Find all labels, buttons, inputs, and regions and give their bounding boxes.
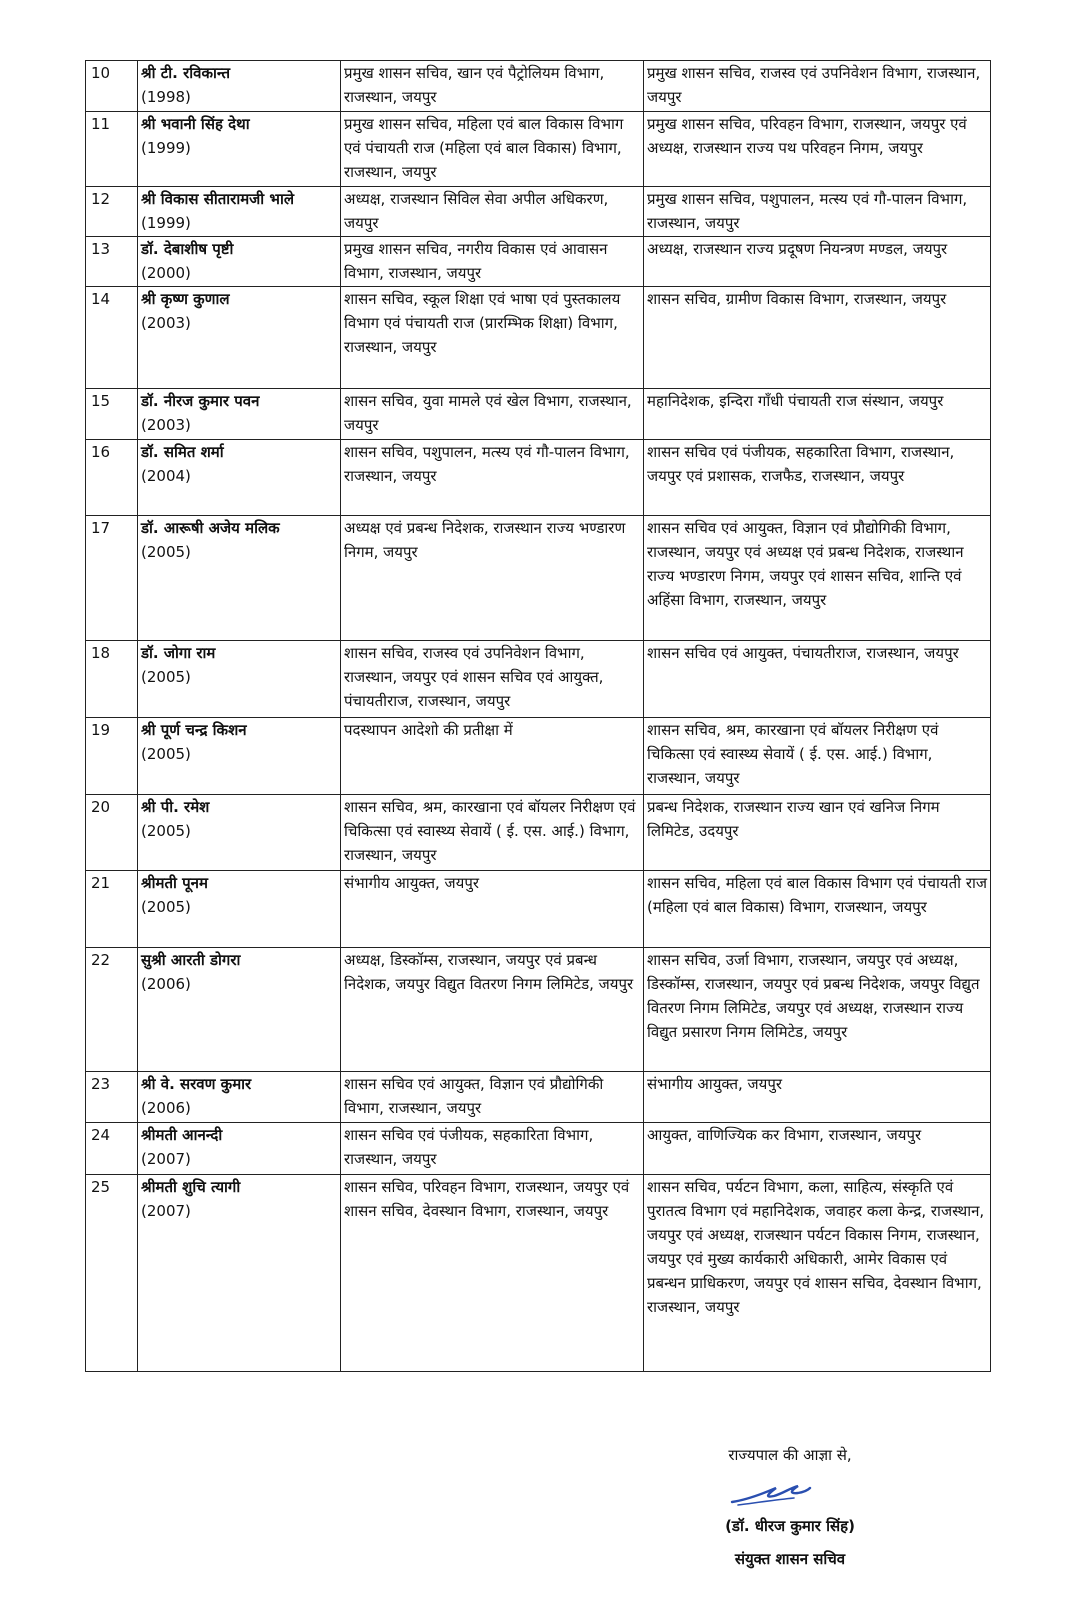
new-posting-cell: शासन सचिव, ग्रामीण विकास विभाग, राजस्थान, जयपुर xyxy=(644,287,991,389)
serial-number-cell: 15 xyxy=(86,389,138,440)
serial-number-cell: 22 xyxy=(86,948,138,1072)
serial-number-cell: 25 xyxy=(86,1175,138,1372)
officer-cell xyxy=(138,718,341,795)
table-row xyxy=(86,641,991,718)
new-posting-cell: प्रमुख शासन सचिव, राजस्व एवं उपनिवेशन विभाग, राजस्थान, जयपुर xyxy=(644,61,991,112)
batch-year-text: (2005) xyxy=(141,543,191,561)
current-posting-cell: अध्यक्ष एवं प्रबन्ध निदेशक, राजस्थान राज्य भण्डारण निगम, जयपुर xyxy=(341,516,644,641)
new-posting-cell: प्रमुख शासन सचिव, पशुपालन, मत्स्य एवं गौ-पालन विभाग, राजस्थान, जयपुर xyxy=(644,187,991,237)
current-posting-cell: संभागीय आयुक्त, जयपुर xyxy=(341,871,644,948)
officer-cell xyxy=(138,1072,341,1123)
current-posting-cell: शासन सचिव एवं आयुक्त, विज्ञान एवं प्रौद्योगिकी विभाग, राजस्थान, जयपुर xyxy=(341,1072,644,1123)
officer-name-text: डॉ. आरूषी अजेय मलिक xyxy=(141,519,280,537)
current-posting-cell: शासन सचिव, पशुपालन, मत्स्य एवं गौ-पालन विभाग, राजस्थान, जयपुर xyxy=(341,440,644,516)
current-posting-cell: शासन सचिव, स्कूल शिक्षा एवं भाषा एवं पुस्तकालय विभाग एवं पंचायती राज (प्रारम्भिक शिक्षा) विभाग, राजस्थान, जयपुर xyxy=(341,287,644,389)
table-row xyxy=(86,795,991,871)
serial-number-cell: 23 xyxy=(86,1072,138,1123)
serial-number-cell: 17 xyxy=(86,516,138,641)
officer-name-text: श्रीमती शुचि त्यागी xyxy=(141,1178,241,1196)
new-posting-cell: शासन सचिव एवं पंजीयक, सहकारिता विभाग, राजस्थान, जयपुर एवं प्रशासक, राजफैड, राजस्थान, जयपुर xyxy=(644,440,991,516)
batch-year-text: (2003) xyxy=(141,314,191,332)
officer-name-text: श्री वे. सरवण कुमार xyxy=(141,1075,252,1093)
batch-year-text: (2005) xyxy=(141,822,191,840)
current-posting-cell: अध्यक्ष, डिस्कॉम्स, राजस्थान, जयपुर एवं प्रबन्ध निदेशक, जयपुर विद्युत वितरण निगम लिमिटेड, जयपुर xyxy=(341,948,644,1072)
transfer-table-body xyxy=(86,61,991,1372)
batch-year-text: (2007) xyxy=(141,1150,191,1168)
table-row xyxy=(86,871,991,948)
batch-year-text: (1999) xyxy=(141,139,191,157)
serial-number-cell: 14 xyxy=(86,287,138,389)
new-posting-cell: अध्यक्ष, राजस्थान राज्य प्रदूषण नियन्त्रण मण्डल, जयपुर xyxy=(644,237,991,287)
table-row xyxy=(86,112,991,187)
officer-name-text: श्री पूर्ण चन्द्र किशन xyxy=(141,721,247,739)
table-row xyxy=(86,1123,991,1175)
batch-year-text: (2003) xyxy=(141,416,191,434)
batch-year-text: (2005) xyxy=(141,745,191,763)
officer-name-text: श्री पी. रमेश xyxy=(141,798,210,816)
officer-cell xyxy=(138,948,341,1072)
batch-year-text: (2005) xyxy=(141,898,191,916)
serial-number-cell: 16 xyxy=(86,440,138,516)
officer-cell xyxy=(138,795,341,871)
table-row xyxy=(86,516,991,641)
new-posting-cell: शासन सचिव एवं आयुक्त, विज्ञान एवं प्रौद्योगिकी विभाग, राजस्थान, जयपुर एवं अध्यक्ष एवं प्रबन्ध निदेशक, राजस्थान राज्य भण्डारण निगम, जयपुर एवं शासन सचिव, शान्ति एवं अहिंसा विभाग, राजस्थान, जयपुर xyxy=(644,516,991,641)
current-posting-cell: प्रमुख शासन सचिव, महिला एवं बाल विकास विभाग एवं पंचायती राज (महिला एवं बाल विकास) विभाग, राजस्थान, जयपुर xyxy=(341,112,644,187)
serial-number-cell: 18 xyxy=(86,641,138,718)
officer-cell xyxy=(138,112,341,187)
officer-cell xyxy=(138,61,341,112)
table-row xyxy=(86,389,991,440)
serial-number-cell: 10 xyxy=(86,61,138,112)
officer-name: (डॉ. धीरज कुमार सिंह) xyxy=(725,1517,855,1535)
signature-icon xyxy=(728,1478,812,1508)
officer-cell xyxy=(138,871,341,948)
new-posting-cell: शासन सचिव, महिला एवं बाल विकास विभाग एवं पंचायती राज (महिला एवं बाल विकास) विभाग, राजस्थान, जयपुर xyxy=(644,871,991,948)
table-row xyxy=(86,61,991,112)
new-posting-cell: प्रमुख शासन सचिव, परिवहन विभाग, राजस्थान, जयपुर एवं अध्यक्ष, राजस्थान राज्य पथ परिवहन निगम, जयपुर xyxy=(644,112,991,187)
serial-number-cell: 12 xyxy=(86,187,138,237)
table-row xyxy=(86,948,991,1072)
officer-cell xyxy=(138,1123,341,1175)
officer-cell xyxy=(138,641,341,718)
batch-year-text: (2006) xyxy=(141,1099,191,1117)
officer-cell xyxy=(138,287,341,389)
officer-name-text: डॉ. जोगा राम xyxy=(141,644,216,662)
new-posting-cell: प्रबन्ध निदेशक, राजस्थान राज्य खान एवं खनिज निगम लिमिटेड, उदयपुर xyxy=(644,795,991,871)
current-posting-cell: प्रमुख शासन सचिव, खान एवं पैट्रोलियम विभाग, राजस्थान, जयपुर xyxy=(341,61,644,112)
serial-number-cell: 13 xyxy=(86,237,138,287)
officer-cell xyxy=(138,237,341,287)
officer-name-text: श्रीमती पूनम xyxy=(141,874,208,892)
transfer-table xyxy=(85,60,991,1372)
serial-number-cell: 24 xyxy=(86,1123,138,1175)
batch-year-text: (2007) xyxy=(141,1202,191,1220)
officer-designation: संयुक्त शासन सचिव xyxy=(734,1550,846,1568)
officer-cell xyxy=(138,516,341,641)
officer-cell xyxy=(138,187,341,237)
order-line: राज्यपाल की आज्ञा से, xyxy=(728,1446,852,1464)
officer-cell xyxy=(138,1175,341,1372)
serial-number-cell: 19 xyxy=(86,718,138,795)
current-posting-cell: शासन सचिव, परिवहन विभाग, राजस्थान, जयपुर एवं शासन सचिव, देवस्थान विभाग, राजस्थान, जयपुर xyxy=(341,1175,644,1372)
officer-name-text: श्री भवानी सिंह देथा xyxy=(141,115,250,133)
table-row xyxy=(86,1072,991,1123)
officer-cell xyxy=(138,389,341,440)
officer-name-text: डॉ. समित शर्मा xyxy=(141,443,224,461)
serial-number-cell: 11 xyxy=(86,112,138,187)
batch-year-text: (2004) xyxy=(141,467,191,485)
current-posting-cell: प्रमुख शासन सचिव, नगरीय विकास एवं आवासन विभाग, राजस्थान, जयपुर xyxy=(341,237,644,287)
batch-year-text: (1998) xyxy=(141,88,191,106)
new-posting-cell: संभागीय आयुक्त, जयपुर xyxy=(644,1072,991,1123)
table-row xyxy=(86,287,991,389)
officer-name-text: सुश्री आरती डोगरा xyxy=(141,951,241,969)
table-row xyxy=(86,718,991,795)
officer-name-text: श्रीमती आनन्दी xyxy=(141,1126,223,1144)
current-posting-cell: शासन सचिव एवं पंजीयक, सहकारिता विभाग, राजस्थान, जयपुर xyxy=(341,1123,644,1175)
serial-number-cell: 20 xyxy=(86,795,138,871)
batch-year-text: (1999) xyxy=(141,214,191,232)
new-posting-cell: शासन सचिव, उर्जा विभाग, राजस्थान, जयपुर एवं अध्यक्ष, डिस्कॉम्स, राजस्थान, जयपुर एवं प्रबन्ध निदेशक, जयपुर विद्युत वितरण निगम लिमिटेड, जयपुर एवं अध्यक्ष, राजस्थान राज्य विद्युत प्रसारण निगम लिमिटेड, जयपुर xyxy=(644,948,991,1072)
officer-name-text: डॉ. देबाशीष पृष्टी xyxy=(141,240,234,258)
officer-name-text: श्री कृष्ण कुणाल xyxy=(141,290,230,308)
current-posting-cell: शासन सचिव, युवा मामले एवं खेल विभाग, राजस्थान, जयपुर xyxy=(341,389,644,440)
current-posting-cell: अध्यक्ष, राजस्थान सिविल सेवा अपील अधिकरण, जयपुर xyxy=(341,187,644,237)
officer-name-text: श्री टी. रविकान्त xyxy=(141,64,231,82)
table-row xyxy=(86,440,991,516)
new-posting-cell: आयुक्त, वाणिज्यिक कर विभाग, राजस्थान, जयपुर xyxy=(644,1123,991,1175)
serial-number-cell: 21 xyxy=(86,871,138,948)
table-row xyxy=(86,1175,991,1372)
batch-year-text: (2006) xyxy=(141,975,191,993)
batch-year-text: (2000) xyxy=(141,264,191,282)
new-posting-cell: शासन सचिव, श्रम, कारखाना एवं बॉयलर निरीक्षण एवं चिकित्सा एवं स्वास्थ्य सेवायें ( ई. एस. आई.) विभाग, राजस्थान, जयपुर xyxy=(644,718,991,795)
current-posting-cell: शासन सचिव, राजस्व एवं उपनिवेशन विभाग, राजस्थान, जयपुर एवं शासन सचिव एवं आयुक्त, पंचायतीराज, राजस्थान, जयपुर xyxy=(341,641,644,718)
current-posting-cell: पदस्थापन आदेशो की प्रतीक्षा में xyxy=(341,718,644,795)
officer-name-text: श्री विकास सीतारामजी भाले xyxy=(141,190,295,208)
new-posting-cell: शासन सचिव एवं आयुक्त, पंचायतीराज, राजस्थान, जयपुर xyxy=(644,641,991,718)
officer-name-text: डॉ. नीरज कुमार पवन xyxy=(141,392,260,410)
new-posting-cell: शासन सचिव, पर्यटन विभाग, कला, साहित्य, संस्कृति एवं पुरातत्व विभाग एवं महानिदेशक, जवाहर कला केन्द्र, राजस्थान, जयपुर एवं अध्यक्ष, राजस्थान पर्यटन विकास निगम, राजस्थान, जयपुर एवं मुख्य कार्यकारी अधिकारी, आमेर विकास एवं प्रबन्धन प्राधिकरण, जयपुर एवं शासन सचिव, देवस्थान विभाग, राजस्थान, जयपुर xyxy=(644,1175,991,1372)
officer-cell xyxy=(138,440,341,516)
table-row xyxy=(86,187,991,237)
batch-year-text: (2005) xyxy=(141,668,191,686)
current-posting-cell: शासन सचिव, श्रम, कारखाना एवं बॉयलर निरीक्षण एवं चिकित्सा एवं स्वास्थ्य सेवायें ( ई. एस. आई.) विभाग, राजस्थान, जयपुर xyxy=(341,795,644,871)
new-posting-cell: महानिदेशक, इन्दिरा गाँधी पंचायती राज संस्थान, जयपुर xyxy=(644,389,991,440)
table-row xyxy=(86,237,991,287)
